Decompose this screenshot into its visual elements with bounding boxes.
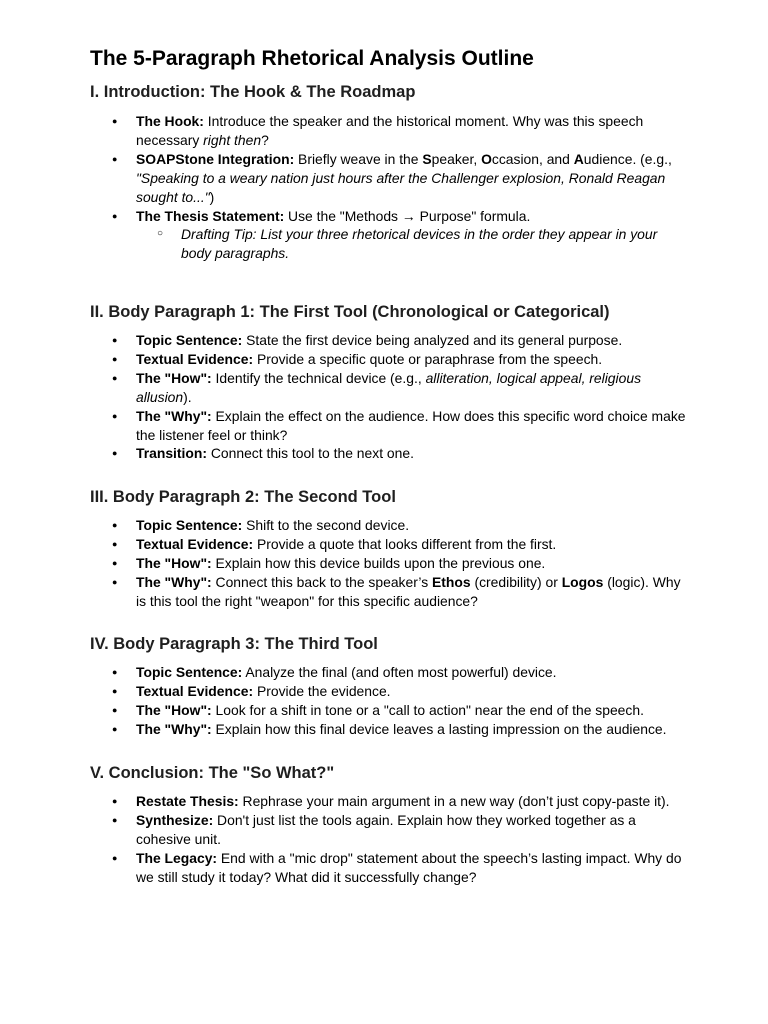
list-item: ● Synthesize: Don't just list the tools again. Explain how they worked together as a cohesive unit. xyxy=(90,811,690,849)
list-item: ● Textual Evidence: Provide a specific quote or paraphrase from the speech. xyxy=(90,350,690,369)
list-item: ● SOAPStone Integration: Briefly weave in the Speaker, Occasion, and Audience. (e.g., "Speaking to a weary nation just hours after the Challenger explosion, Ronald Reagan sought to...") xyxy=(90,150,690,207)
list-item: ● Topic Sentence: State the first device being analyzed and its general purpose. xyxy=(90,331,690,350)
conclusion-heading: V. Conclusion: The "So What?" xyxy=(90,764,335,782)
body3-heading: IV. Body Paragraph 3: The Third Tool xyxy=(90,635,378,653)
list-item: ● Topic Sentence: Shift to the second device. xyxy=(90,516,690,535)
drafting-tip: ○ Drafting Tip: List your three rhetorical devices in the order they appear in your body paragraphs. xyxy=(90,225,690,263)
list-item: ● The Legacy: End with a "mic drop" statement about the speech’s lasting impact. Why do we still study it today? What did it successfully change? xyxy=(90,849,690,887)
list-item: ● Transition: Connect this tool to the next one. xyxy=(90,444,690,463)
list-item: ● Restate Thesis: Rephrase your main argument in a new way (don’t just copy-paste it). xyxy=(90,792,690,811)
intro-heading: I. Introduction: The Hook & The Roadmap xyxy=(90,83,416,101)
list-item: ● Textual Evidence: Provide a quote that looks different from the first. xyxy=(90,535,690,554)
list-item: ● The "How": Identify the technical device (e.g., alliteration, logical appeal, religious allusion). xyxy=(90,369,690,407)
page-title: The 5-Paragraph Rhetorical Analysis Outline xyxy=(90,47,534,70)
body2-list xyxy=(90,516,690,611)
list-item: ● The Thesis Statement: Use the "Methods → Purpose" formula. xyxy=(90,207,690,226)
intro-list xyxy=(90,112,690,263)
list-item: ● Topic Sentence: Analyze the final (and often most powerful) device. xyxy=(90,663,690,682)
body1-list xyxy=(90,331,690,463)
list-item: ● The "Why": Explain the effect on the audience. How does this specific word choice make the listener feel or think? xyxy=(90,407,690,445)
body3-list xyxy=(90,663,690,739)
list-item: ● The "How": Look for a shift in tone or a "call to action" near the end of the speech. xyxy=(90,701,690,720)
body1-heading: II. Body Paragraph 1: The First Tool (Chronological or Categorical) xyxy=(90,303,610,321)
list-item: ● The "Why": Connect this back to the speaker’s Ethos (credibility) or Logos (logic). Why is this tool the right "weapon" for this specific audience? xyxy=(90,573,690,611)
body2-heading: III. Body Paragraph 2: The Second Tool xyxy=(90,488,396,506)
conclusion-list xyxy=(90,792,690,887)
list-item: ● Textual Evidence: Provide the evidence. xyxy=(90,682,690,701)
list-item: ● The "Why": Explain how this final device leaves a lasting impression on the audience. xyxy=(90,720,690,739)
list-item: ● The Hook: Introduce the speaker and the historical moment. Why was this speech necessary right then? xyxy=(90,112,690,150)
list-item: ● The "How": Explain how this device builds upon the previous one. xyxy=(90,554,690,573)
